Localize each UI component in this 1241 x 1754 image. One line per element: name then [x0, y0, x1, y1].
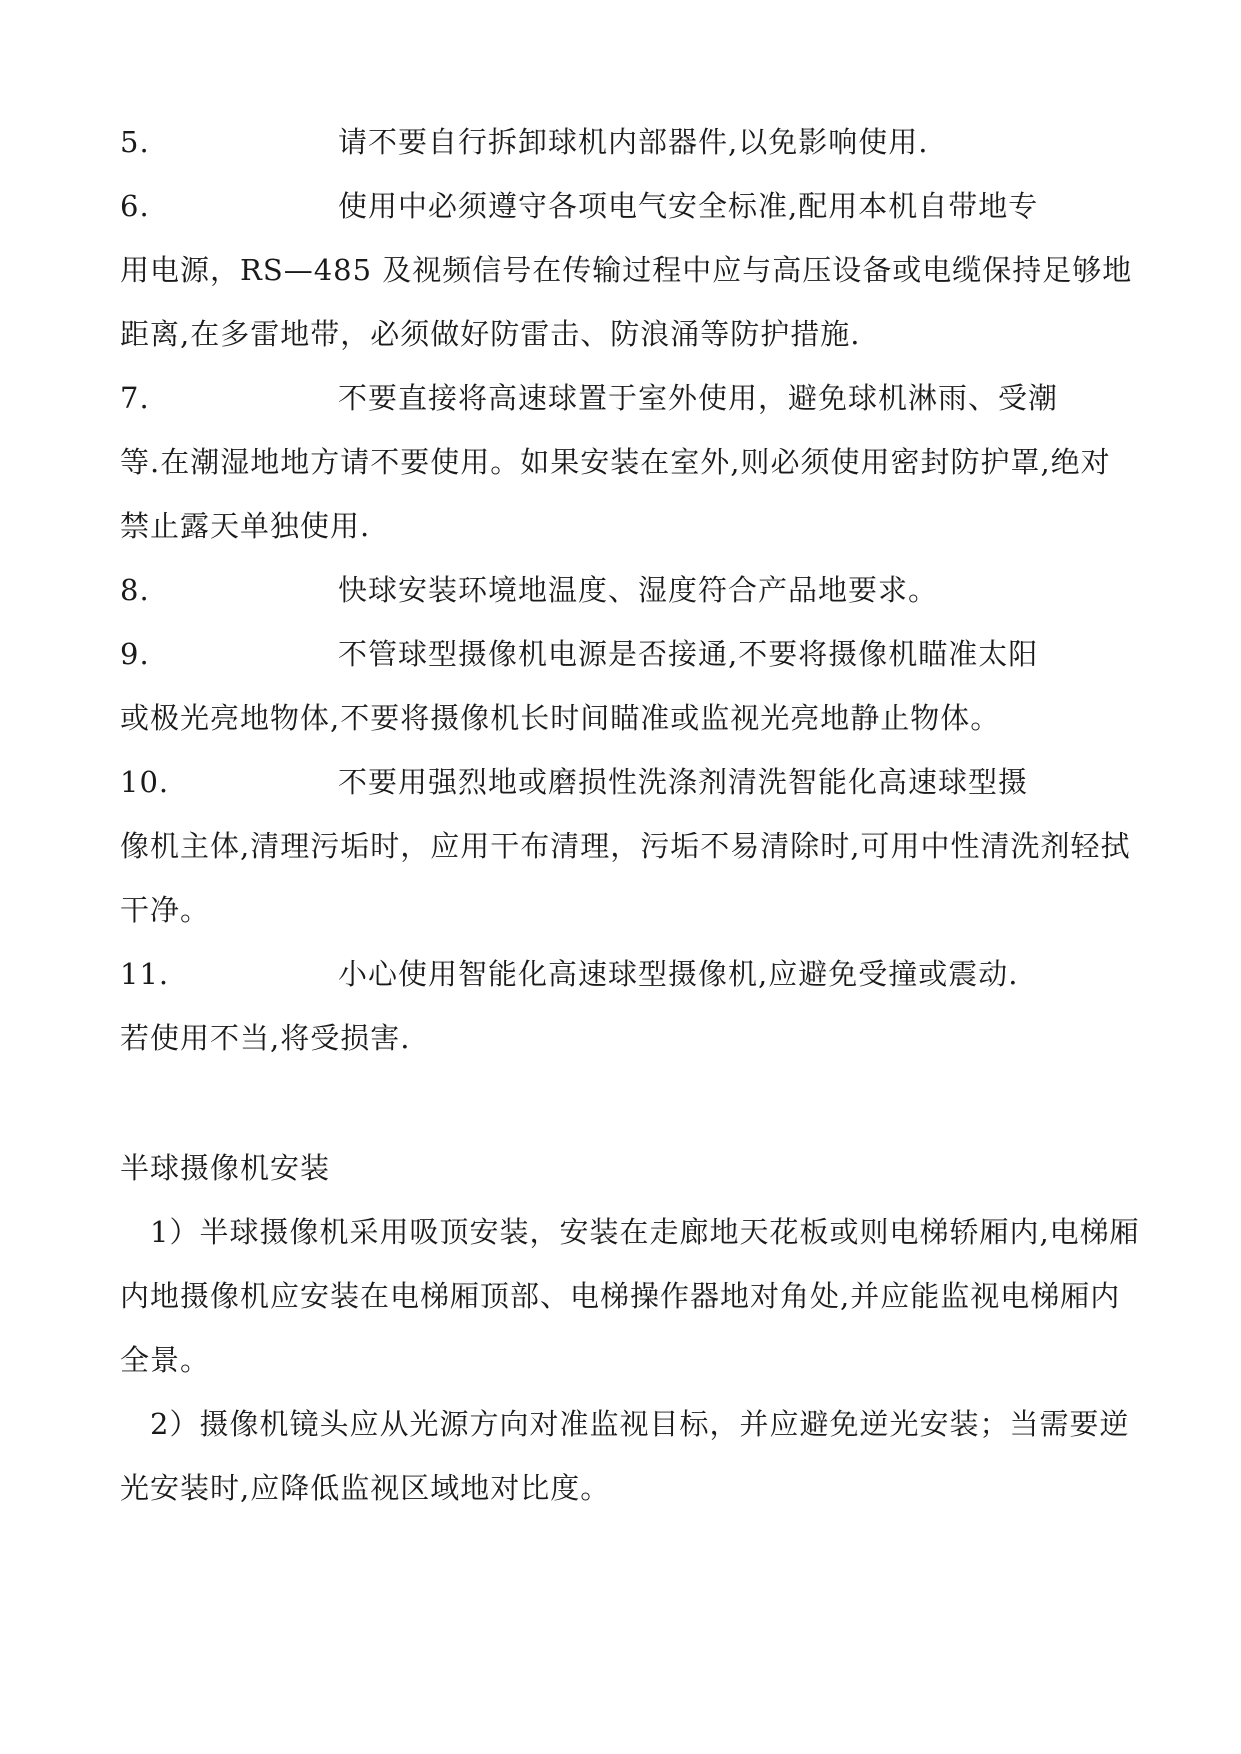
section-title: 半球摄像机安装	[120, 1151, 331, 1185]
item-text: 使用中必须遵守各项电气安全标准,配用本机自带地专	[338, 189, 1039, 223]
item-number: 6.	[120, 189, 150, 223]
document-page	[120, 110, 1140, 1520]
item-text-continued: 若使用不当,将受损害.	[120, 1021, 411, 1055]
section-gap	[120, 1070, 1140, 1136]
item-text-continued: 等.在潮湿地地方请不要使用。如果安装在室外,则必须使用密封防护罩,绝对禁止露天单独使用.	[120, 445, 1111, 543]
item-number: 10.	[120, 765, 170, 799]
list-item-7	[120, 366, 1140, 558]
list-item-5	[120, 110, 1140, 174]
item-text: 快球安装环境地温度、湿度符合产品地要求。	[338, 573, 939, 607]
list-item-10	[120, 750, 1140, 942]
item-text: 不要直接将高速球置于室外使用，避免球机淋雨、受潮	[338, 381, 1059, 415]
item-text-continued: 像机主体,清理污垢时，应用干布清理，污垢不易清除时,可用中性清洗剂轻拭干净。	[120, 829, 1131, 927]
item-text-continued: 用电源，RS—485 及视频信号在传输过程中应与高压设备或电缆保持足够地距离,在多雷地带，必须做好防雷击、防浪涌等防护措施.	[120, 253, 1133, 351]
item-text: 不管球型摄像机电源是否接通,不要将摄像机瞄准太阳	[338, 637, 1039, 671]
item-text: 不要用强烈地或磨损性洗涤剂清洗智能化高速球型摄	[338, 765, 1029, 799]
list-item-9	[120, 622, 1140, 750]
item-text: 请不要自行拆卸球机内部器件,以免影响使用.	[338, 125, 929, 159]
item-number: 5.	[120, 125, 150, 159]
item-number: 7.	[120, 381, 150, 415]
list-item-6	[120, 174, 1140, 366]
item-text-continued: 或极光亮地物体,不要将摄像机长时间瞄准或监视光亮地静止物体。	[120, 701, 1001, 735]
list-item-11	[120, 942, 1140, 1070]
item-number: 11.	[120, 957, 170, 991]
item-number: 9.	[120, 637, 150, 671]
item-text: 小心使用智能化高速球型摄像机,应避免受撞或震动.	[338, 957, 1019, 991]
item-number: 8.	[120, 573, 150, 607]
list-item-8	[120, 558, 1140, 622]
section-paragraph-1: 1）半球摄像机采用吸顶安装，安装在走廊地天花板或则电梯轿厢内,电梯厢内地摄像机应安装在电梯厢顶部、电梯操作器地对角处,并应能监视电梯厢内全景。	[120, 1215, 1140, 1377]
section-paragraph-2: 2）摄像机镜头应从光源方向对准监视目标，并应避免逆光安装；当需要逆光安装时,应降低监视区域地对比度。	[120, 1407, 1130, 1505]
